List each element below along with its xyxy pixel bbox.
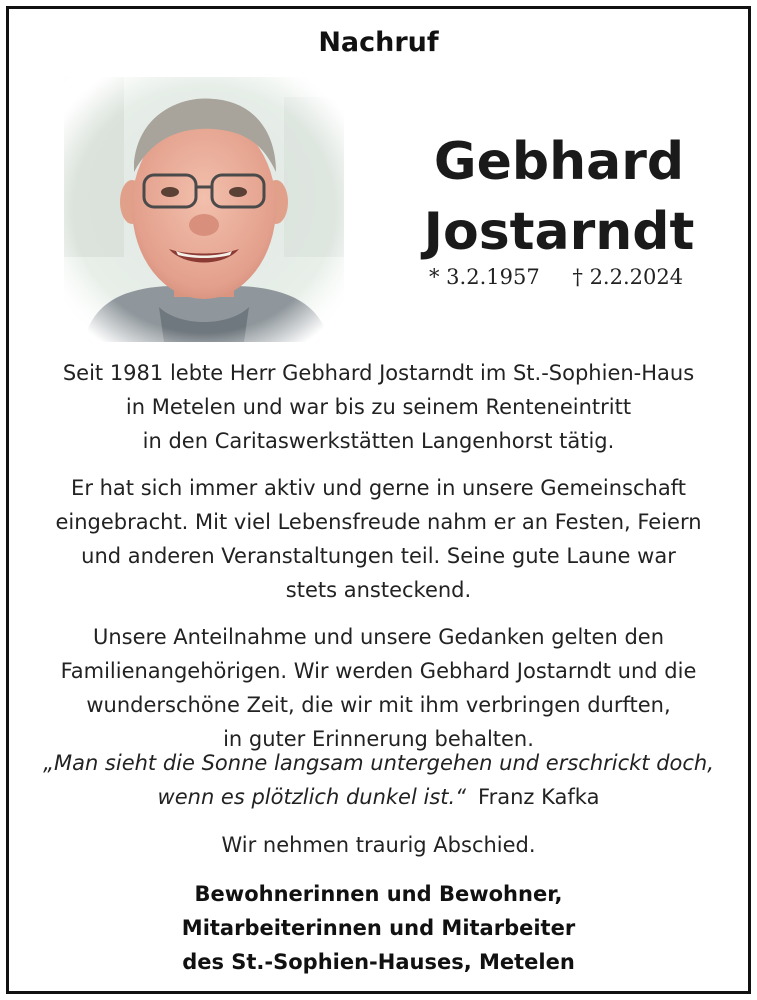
signer-line: Bewohnerinnen und Bewohner,	[194, 882, 563, 906]
paragraph	[29, 356, 728, 458]
portrait-photo	[64, 77, 344, 342]
text-line: Seit 1981 lebte Herr Gebhard Jostarndt im St.-Sophien-Haus	[62, 361, 695, 385]
quote-author: Franz Kafka	[478, 785, 600, 809]
signer-line: Mitarbeiterinnen und Mitarbeiter	[181, 916, 576, 940]
text-line: Unsere Anteilnahme und unsere Gedanken gelten den	[92, 625, 665, 649]
birth-date: * 3.2.1957	[429, 265, 540, 289]
quote	[29, 746, 728, 814]
life-dates	[429, 265, 683, 289]
quote-text: wenn es plötzlich dunkel ist.“	[157, 785, 467, 809]
obituary-text	[29, 356, 728, 769]
paragraph	[29, 471, 728, 607]
text-line: wunderschöne Zeit, die wir mit ihm verbringen durften,	[86, 693, 671, 717]
text-line: und anderen Veranstaltungen teil. Seine gute Laune war	[81, 544, 676, 568]
text-line: eingebracht. Mit viel Lebensfreude nahm er an Festen, Feiern	[55, 510, 702, 534]
text-line: in guter Erinnerung behalten.	[223, 727, 534, 751]
text-line: Familienangehörigen. Wir werden Gebhard Jostarndt und die	[60, 659, 697, 683]
signers	[9, 877, 748, 979]
paragraph	[29, 620, 728, 756]
text-line: Er hat sich immer aktiv und gerne in unsere Gemeinschaft	[71, 476, 686, 500]
page-title: Nachruf	[318, 27, 439, 58]
deceased-name	[389, 127, 729, 267]
signer-line: des St.-Sophien-Hauses, Metelen	[182, 950, 575, 974]
farewell-text: Wir nehmen traurig Abschied.	[221, 833, 536, 857]
quote-line-2	[29, 780, 728, 814]
text-line: stets ansteckend.	[285, 578, 472, 602]
death-date: † 2.2.2024	[572, 265, 684, 289]
quote-line: „Man sieht die Sonne langsam untergehen und erschrickt doch,	[43, 751, 714, 775]
last-name: Jostarndt	[423, 202, 695, 262]
text-line: in Metelen und war bis zu seinem Renteneintritt	[125, 395, 632, 419]
obituary-frame	[6, 6, 751, 994]
first-name: Gebhard	[433, 132, 685, 192]
text-line: in den Caritaswerkstätten Langenhorst tätig.	[142, 429, 615, 453]
